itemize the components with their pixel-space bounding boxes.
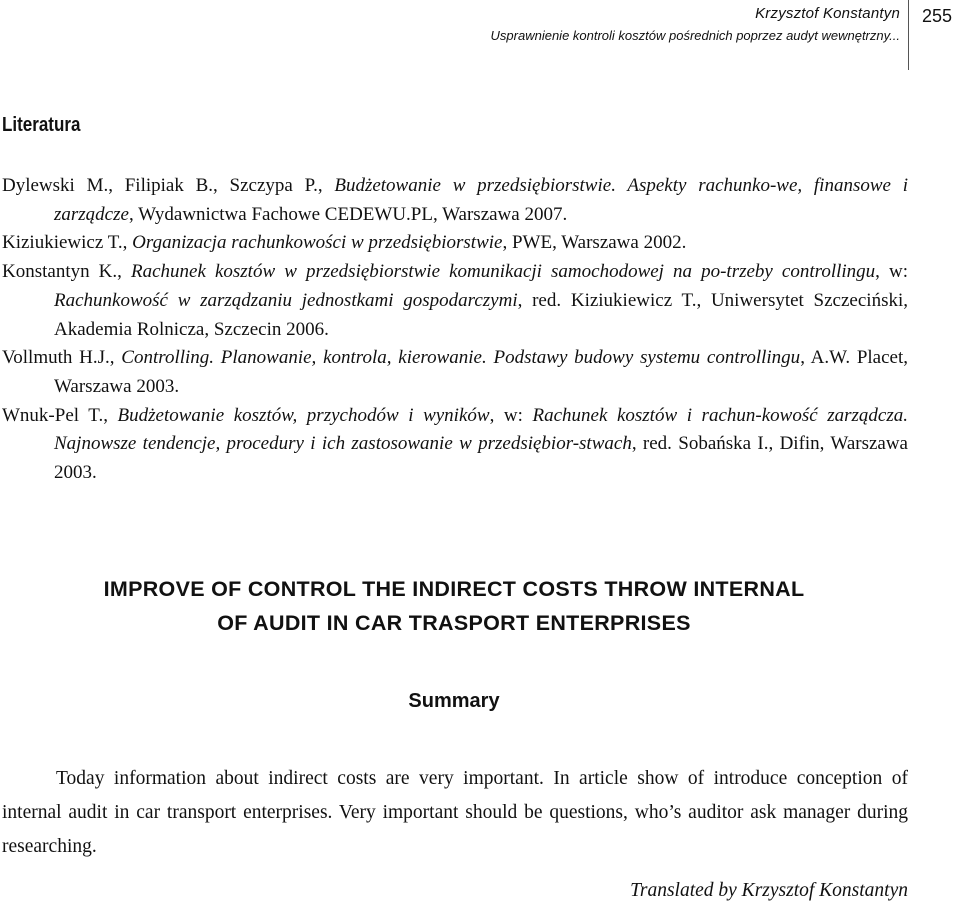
ref-title: Budżetowanie kosztów, przychodów i wyników [117, 404, 490, 426]
ref-details: , A.W. Placet, Warszawa 2003. [54, 347, 909, 397]
reference-item: Dylewski M., Filipiak B., Szczypa P., Budżetowanie w przedsiębiorstwie. Aspekty rachunko-we, finansowe i zarządcze, Wydawnictwa Fachowe CEDEWU.PL, Warszawa 2007. [2, 175, 908, 225]
reference-item: Konstantyn K., Rachunek kosztów w przedsiębiorstwie komunikacji samochodowej na po-trzeby controllingu, w: Rachunkowość w zarządzaniu jednostkami gospodarczymi, red. Kiziukiewicz T., Uniwersytet Szczeciński, Akademia Rolnicza, Szczecin 2006. [2, 261, 908, 340]
ref-authors: Konstantyn K. [2, 261, 118, 283]
ref-title: Organizacja rachunkowości w przedsiębiorstwie [132, 232, 503, 254]
summary-heading: Summary [408, 690, 500, 712]
reference-item: Wnuk-Pel T., Budżetowanie kosztów, przychodów i wyników, w: Rachunek kosztów i rachun-kowość zarządcza. Najnowsze tendencje, procedury i ich zastosowanie w przedsiębior-stwach, red. Sobańska I., Difin, Warszawa 2003. [2, 404, 908, 484]
ref-details: , red. Kiziukiewicz T., Uniwersytet Szczeciński, Akademia Rolnicza, Szczecin 2006. [54, 289, 908, 340]
page-number: 255 [922, 6, 953, 26]
ref-details: , red. Sobańska I., Difin, Warszawa 2003. [54, 433, 908, 484]
ref-details: , Wydawnictwa Fachowe CEDEWU.PL, Warszawa 2007. [128, 203, 568, 225]
ref-details: , PWE, Warszawa 2002. [502, 232, 687, 254]
ref-title: Rachunek kosztów w przedsiębiorstwie komunikacji samochodowej na po-trzeby controllingu [130, 261, 876, 283]
header-divider [908, 0, 909, 70]
header-title: Usprawnienie kontroli kosztów pośrednich poprzez audyt wewnętrzny... [490, 28, 900, 43]
running-header [491, 4, 900, 46]
literature-heading: Literatura [2, 114, 81, 136]
header-author: Krzysztof Konstantyn [755, 5, 900, 22]
english-title [0, 572, 908, 640]
ref-title: Budżetowanie w przedsiębiorstwie. Aspekty rachunko-we, finansowe i zarządcze [54, 175, 908, 225]
ref-connector: , w: [875, 261, 908, 283]
translator-credit: Translated by Krzysztof Konstantyn [630, 880, 908, 901]
english-title-line: OF AUDIT IN CAR TRASPORT ENTERPRISES [217, 611, 691, 635]
ref-container-title: Rachunek kosztów i rachun-kowość zarządcza. Najnowsze tendencje, procedury i ich zastosowanie w przedsiębior-stwach [54, 404, 908, 455]
ref-title: Controlling. Planowanie, kontrola, kierowanie. Podstawy budowy systemu controllingu [121, 347, 801, 369]
ref-authors: Dylewski M., Filipiak B., Szczypa P. [2, 175, 318, 196]
english-title-line: IMPROVE OF CONTROL THE INDIRECT COSTS THROW INTERNAL [103, 577, 805, 601]
ref-authors: Wnuk-Pel T. [2, 404, 104, 426]
ref-container-title: Rachunkowość w zarządzaniu jednostkami gospodarczymi [54, 289, 518, 311]
ref-authors: Kiziukiewicz T. [2, 232, 123, 254]
ref-connector: , w: [489, 404, 533, 426]
ref-authors: Vollmuth H.J. [2, 347, 110, 369]
summary-text: Today information about indirect costs are very important. In article show of introduce conception of internal audit in car transport enterprises. Very important should be questions, who’s auditor ask manager during researching. [2, 768, 908, 857]
reference-item: Kiziukiewicz T., Organizacja rachunkowości w przedsiębiorstwie, PWE, Warszawa 2002. [2, 232, 687, 254]
reference-item: Vollmuth H.J., Controlling. Planowanie, kontrola, kierowanie. Podstawy budowy systemu controllingu, A.W. Placet, Warszawa 2003. [2, 347, 909, 397]
reference-list [2, 172, 908, 488]
